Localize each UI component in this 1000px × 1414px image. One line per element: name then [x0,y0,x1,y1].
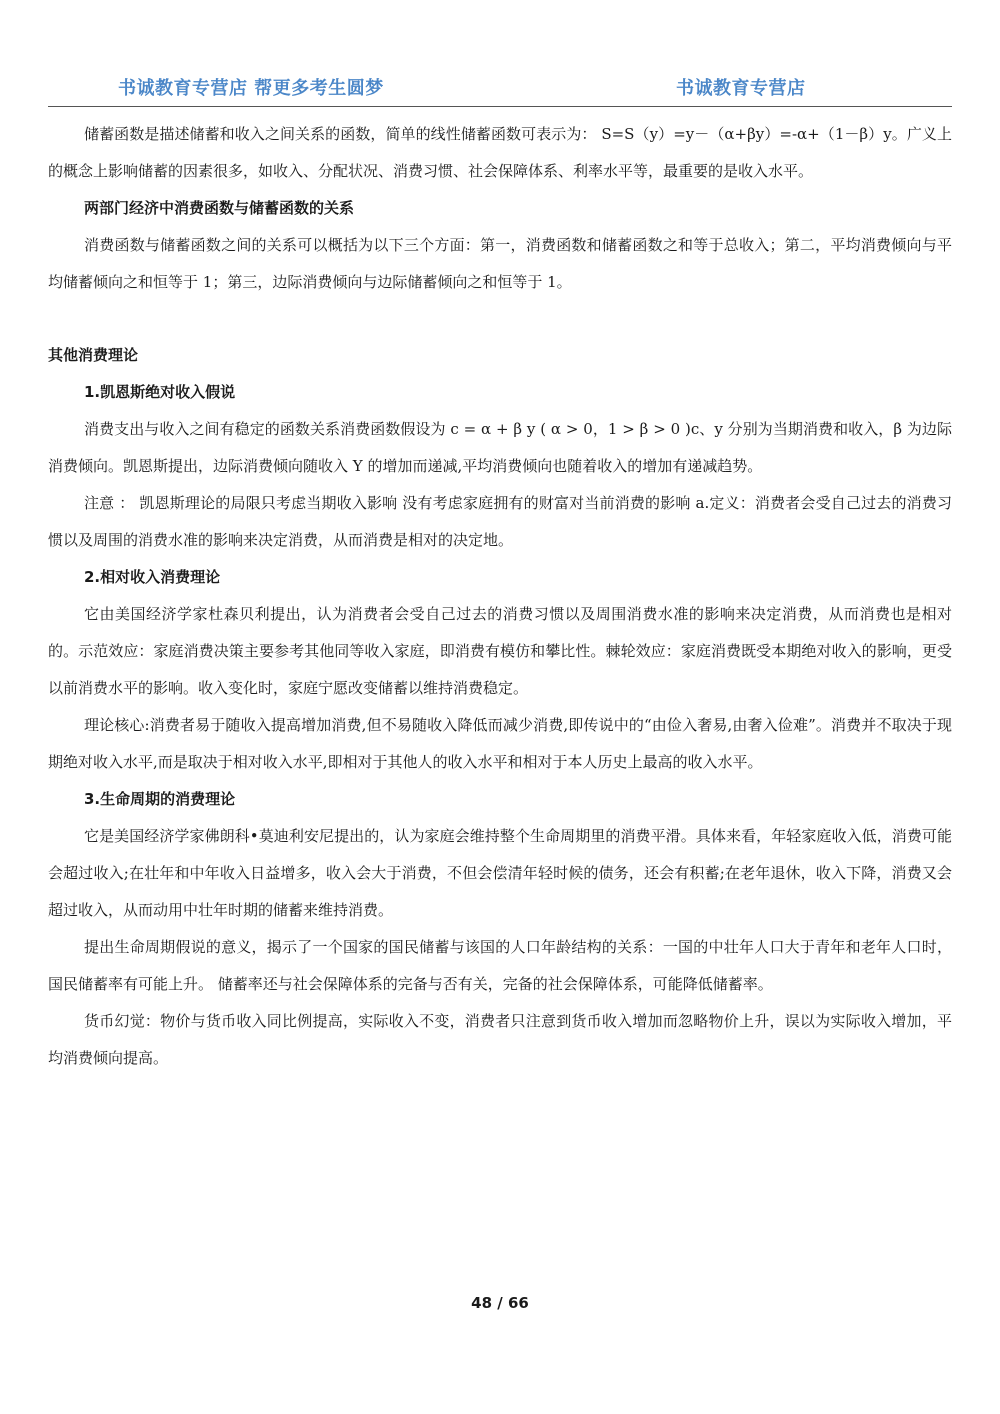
paragraph-savings-function: 储蓄函数是描述储蓄和收入之间关系的函数，简单的线性储蓄函数可表示为： S=S（y）=y－（α+βy）=-α+（1－β）y。广义上的概念上影响储蓄的因素很多，如收入、分配状况、消费习惯、社会保障体系、利率水平等，最重要的是收入水平。 [48,125,952,180]
document-body [48,116,952,1077]
heading-relative-income: 2.相对收入消费理论 [84,568,221,586]
paragraph-relation: 消费函数与储蓄函数之间的关系可以概括为以下三个方面：第一，消费函数和储蓄函数之和等于总收入；第二，平均消费倾向与平均储蓄倾向之和恒等于 1；第三，边际消费倾向与边际储蓄倾向之和恒等于 1。 [48,236,952,291]
paragraph-life-cycle-meaning: 提出生命周期假说的意义，揭示了一个国家的国民储蓄与该国的人口年龄结构的关系：一国的中壮年人口大于青年和老年人口时，国民储蓄率有可能上升。 储蓄率还与社会保障体系的完备与否有关，完备的社会保障体系，可能降低储蓄率。 [48,938,952,993]
heading-life-cycle: 3.生命周期的消费理论 [84,790,236,808]
page-header [48,70,952,107]
page-number: 48 / 66 [471,1294,529,1312]
section-title-other-theories: 其他消费理论 [48,346,139,364]
header-left-text: 书诚教育专营店 帮更多考生圆梦 [118,78,384,99]
spacer [48,301,952,337]
paragraph-relative-income: 它由美国经济学家杜森贝利提出，认为消费者会受自己过去的消费习惯以及周围消费水准的影响来决定消费，从而消费也是相对的。示范效应：家庭消费决策主要参考其他同等收入家庭，即消费有模仿和攀比性。棘轮效应：家庭消费既受本期绝对收入的影响，更受以前消费水平的影响。收入变化时，家庭宁愿改变储蓄以维持消费稳定。 [48,605,952,697]
paragraph-relative-income-core: 理论核心:消费者易于随收入提高增加消费,但不易随收入降低而减少消费,即传说中的“由俭入奢易,由奢入俭难”。消费并不取决于现期绝对收入水平,而是取决于相对收入水平,即相对于其他人的收入水平和相对于本人历史上最高的收入水平。 [48,716,952,771]
header-right-text: 书诚教育专营店 [676,78,806,99]
paragraph-keynes-note: 注意 ： 凯恩斯理论的局限只考虑当期收入影响 没有考虑家庭拥有的财富对当前消费的影响 a.定义：消费者会受自己过去的消费习惯以及周围的消费水准的影响来决定消费，从而消费是相对的决定地。 [48,494,952,549]
heading-keynes: 1.凯恩斯绝对收入假说 [84,383,236,401]
paragraph-money-illusion: 货币幻觉：物价与货币收入同比例提高，实际收入不变，消费者只注意到货币收入增加而忽略物价上升，误以为实际收入增加，平均消费倾向提高。 [48,1012,952,1067]
paragraph-keynes: 消费支出与收入之间有稳定的函数关系消费函数假设为 c = α + β y ( α > 0，1 > β > 0 )c、y 分别为当期消费和收入，β 为边际消费倾向。凯恩斯提出，边际消费倾向随收入 Y 的增加而递减,平均消费倾向也随着收入的增加有递减趋势。 [48,420,952,475]
paragraph-life-cycle: 它是美国经济学家佛朗科•莫迪利安尼提出的，认为家庭会维持整个生命周期里的消费平滑。具体来看，年轻家庭收入低，消费可能会超过收入;在壮年和中年收入日益增多，收入会大于消费，不但会偿清年轻时候的债务，还会有积蓄;在老年退休，收入下降，消费又会超过收入，从而动用中壮年时期的储蓄来维持消费。 [48,827,952,919]
heading-two-sector-relation: 两部门经济中消费函数与储蓄函数的关系 [84,199,355,217]
